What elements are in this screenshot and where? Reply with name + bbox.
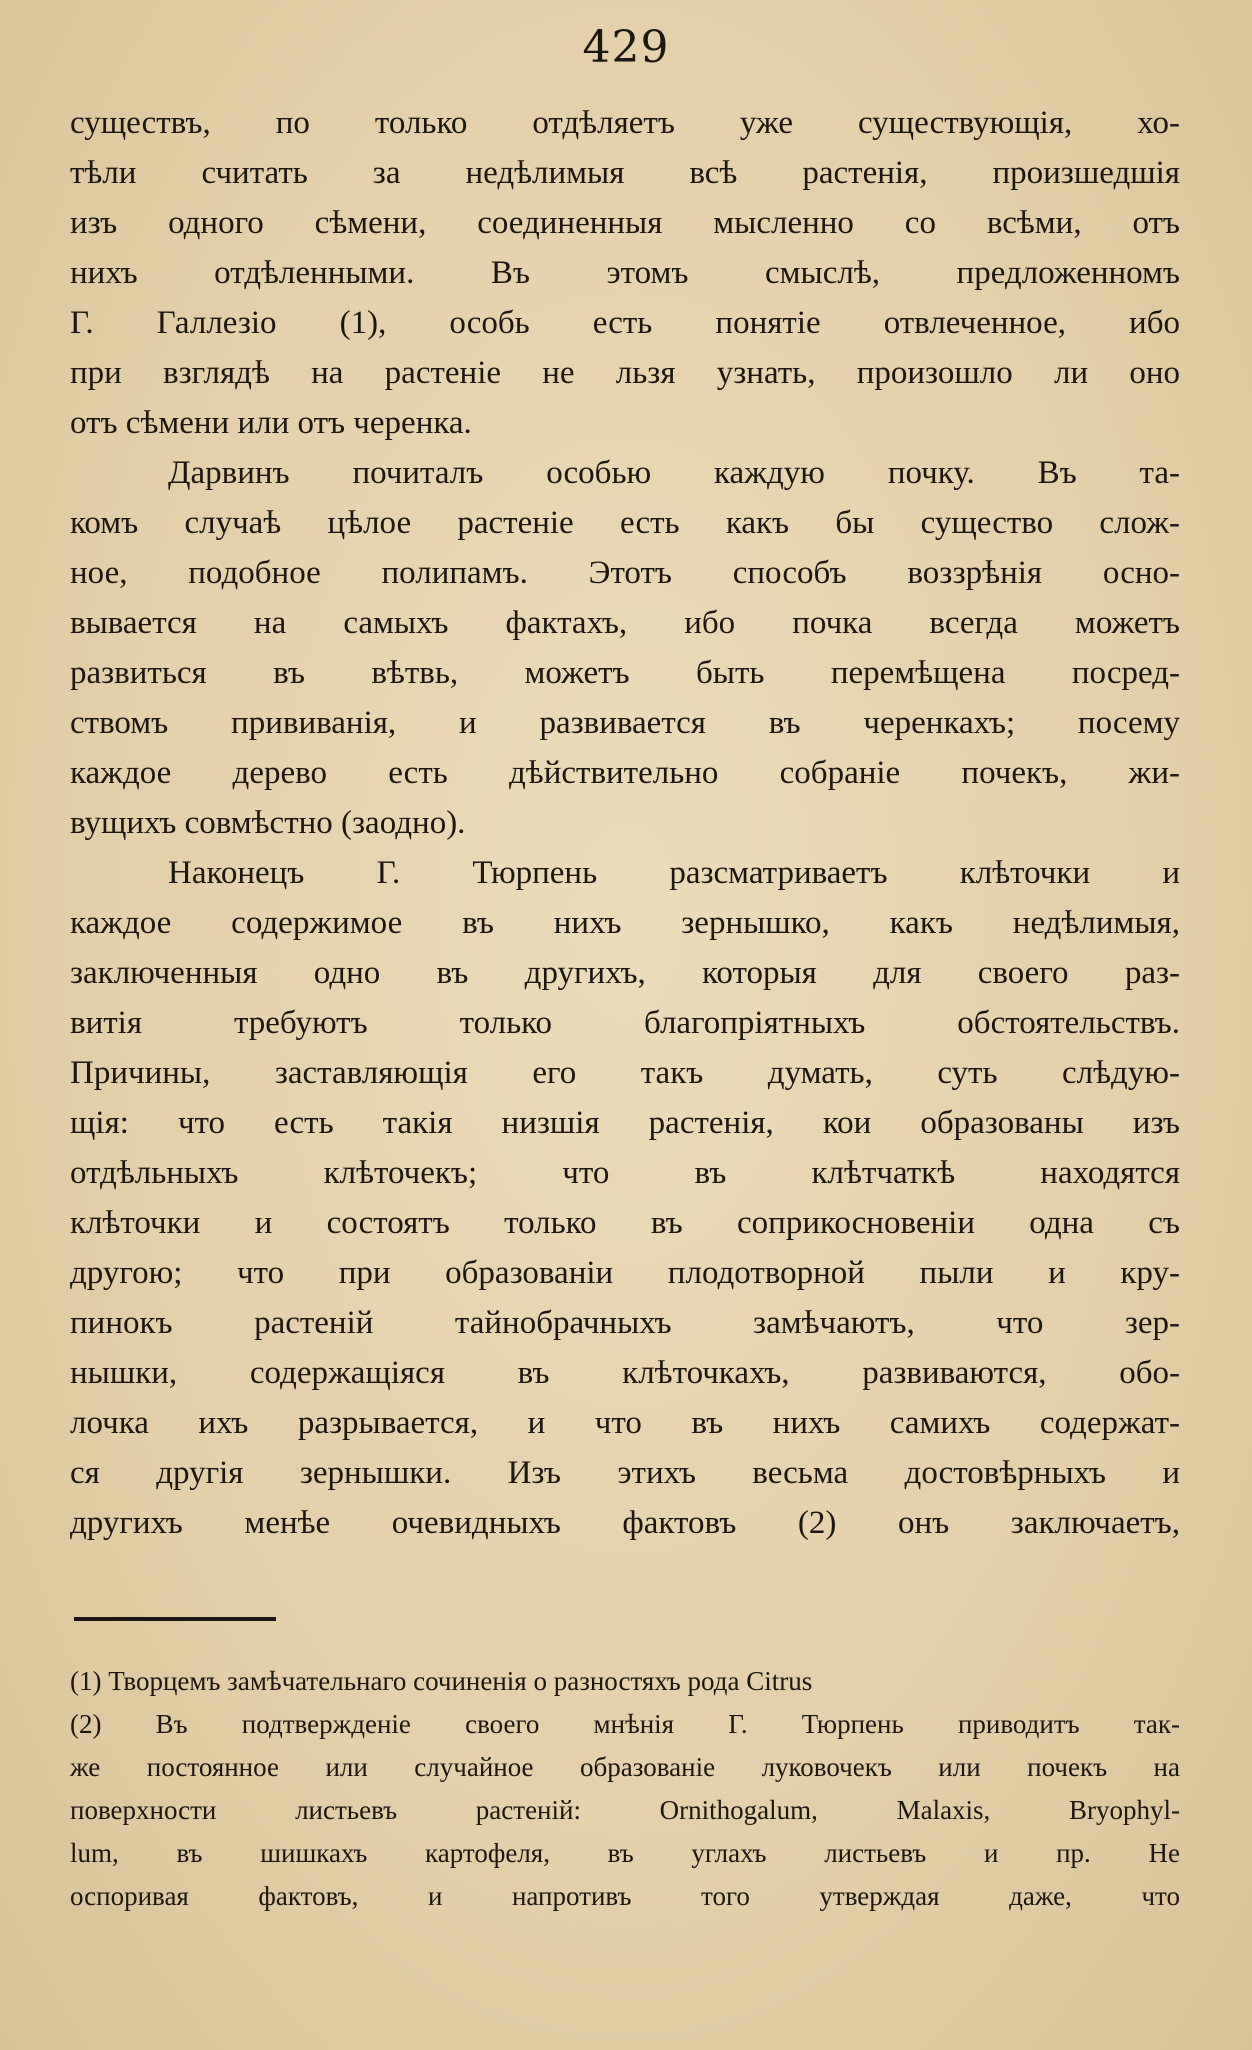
text-line: другою; что при образованіи плодотворной пыли и кру- (70, 1255, 1180, 1291)
footnote-line: поверхности листьевъ растеній: Ornithogalum, Malaxis, Bryophyl- (70, 1795, 1180, 1825)
footnote-line: оспоривая фактовъ, и напротивъ того утверждая даже, что (70, 1881, 1180, 1911)
footnote-line: lum, въ шишкахъ картофеля, въ углахъ листьевъ и пр. Не (70, 1838, 1180, 1868)
text-line: клѣточки и состоятъ только въ соприкосновеніи одна съ (70, 1205, 1180, 1241)
text-line: пинокъ растеній тайнобрачныхъ замѣчаютъ, что зер- (70, 1305, 1180, 1341)
page-number: 429 (582, 22, 670, 73)
text-line: тѣли считать за недѣлимыя всѣ растенія, произшедшія (70, 155, 1180, 191)
text-line: нышки, содержащіяся въ клѣточкахъ, развиваются, обо- (70, 1355, 1180, 1391)
main-text (70, 98, 1180, 1548)
text-line: Причины, заставляющія его такъ думать, суть слѣдую- (70, 1055, 1180, 1091)
text-line: щія: что есть такія низшія растенія, кои образованы изъ (70, 1105, 1180, 1141)
text-line: при взглядѣ на растеніе не льзя узнать, произошло ли оно (70, 355, 1180, 391)
text-line: витія требуютъ только благопріятныхъ обстоятельствъ. (70, 1005, 1180, 1041)
text-line: развиться въ вѣтвь, можетъ быть перемѣщена посред- (70, 655, 1180, 691)
footnote-divider (74, 1617, 276, 1621)
text-line: вывается на самыхъ фактахъ, ибо почка всегда можетъ (70, 605, 1180, 641)
text-line: Г. Галлезіо (1), особь есть понятіе отвлеченное, ибо (70, 305, 1180, 341)
text-line: ся другія зернышки. Изъ этихъ весьма достовѣрныхъ и (70, 1455, 1180, 1491)
text-line: комъ случаѣ цѣлое растеніе есть какъ бы существо слож- (70, 505, 1180, 541)
text-line: каждое содержимое въ нихъ зернышко, какъ недѣлимыя, (70, 905, 1180, 941)
text-line: изъ одного сѣмени, соединенныя мысленно со всѣми, отъ (70, 205, 1180, 241)
paragraph-first-line: Дарвинъ почиталъ особью каждую почку. Въ та- (168, 455, 1180, 491)
text-line: лочка ихъ разрывается, и что въ нихъ самихъ содержат- (70, 1405, 1180, 1441)
text-line: вущихъ совмѣстно (заодно). (70, 805, 466, 841)
paragraph-first-line: Наконецъ Г. Тюрпень разсматриваетъ клѣточки и (168, 855, 1180, 891)
footnote-line: же постоянное или случайное образованіе луковочекъ или почекъ на (70, 1752, 1180, 1782)
text-line: каждое дерево есть дѣйствительно собраніе почекъ, жи- (70, 755, 1180, 791)
footnote-1: (1) Творцемъ замѣчательнаго сочиненія о разностяхъ рода Citrus (70, 1666, 813, 1696)
text-line: нихъ отдѣленными. Въ этомъ смыслѣ, предложенномъ (70, 255, 1180, 291)
text-line: ное, подобное полипамъ. Этотъ способъ воззрѣнія осно- (70, 555, 1180, 591)
text-line: заключенныя одно въ другихъ, которыя для своего раз- (70, 955, 1180, 991)
footnote-2: (2) Въ подтвержденіе своего мнѣнія Г. Тюрпень приводитъ так- (70, 1709, 1180, 1739)
text-line: отъ сѣмени или отъ черенка. (70, 405, 472, 441)
text-line: отдѣльныхъ клѣточекъ; что въ клѣтчаткѣ находятся (70, 1155, 1180, 1191)
text-line: ствомъ прививанія, и развивается въ черенкахъ; посему (70, 705, 1180, 741)
footnotes (70, 1660, 1180, 1918)
text-line: другихъ менѣе очевидныхъ фактовъ (2) онъ заключаетъ, (70, 1505, 1180, 1541)
text-line: существъ, по только отдѣляетъ уже существующія, хо- (70, 105, 1180, 141)
